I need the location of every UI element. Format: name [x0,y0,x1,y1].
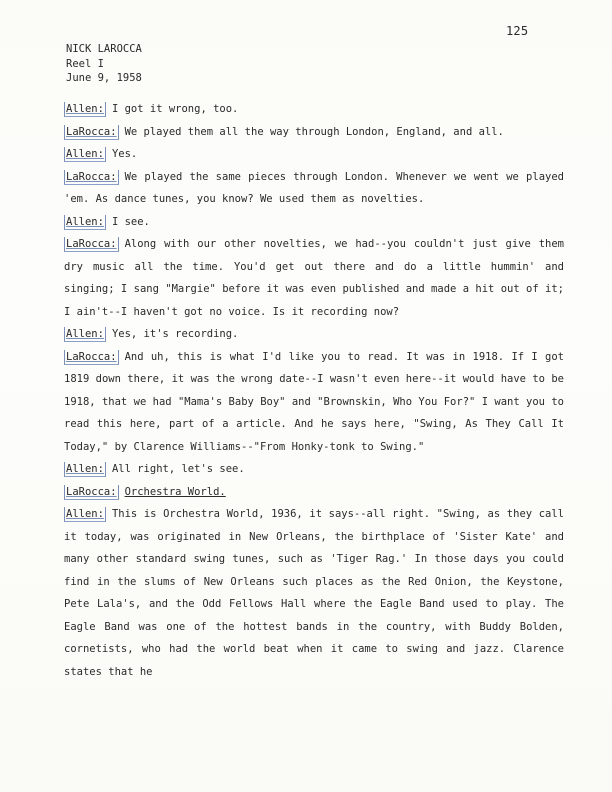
entry-text: This is Orchestra World, 1936, it says--all right. "Swing, as they call it today, was originated in New Orleans, the birthplace of 'Sister Kate' and many other standard swing tunes, such as 'Tiger Rag.' In those days you could find in the slums of New Orleans such places as the Red Onion, the Keystone, Pete Lala's, and the Odd Fellows Hall where the Eagle Band used to play. The Eagle Band was one of the hottest bands in the country, with Buddy Bolden, cornetists, who had the world beat when it came to swing and jazz. Clarence states that he [64,508,564,678]
transcript-entry [64,211,564,234]
entry-text: Along with our other novelties, we had--you couldn't just give them dry music all the time. You'd get out there and do a little hummin' and singing; I sang "Margie" before it was even published and made a hit out of it; I ain't--I haven't got no voice. Is it recording now? [64,238,564,318]
interviewee-name: NICK LAROCCA [66,43,142,55]
entry-text: All right, let's see. [111,463,245,475]
speaker-label: LaRocca: [66,485,117,498]
transcript-entry [64,346,564,459]
transcript-entry [64,121,564,144]
entry-text: Orchestra World. [124,485,226,498]
entry-text: Yes. [111,148,138,160]
transcript-entry [64,166,564,211]
interview-date: June 9, 1958 [66,72,142,84]
entry-text: And uh, this is what I'd like you to read. It was in 1918. If I got 1819 down there, it was the wrong date--I wasn't even here--it would have to be 1918, that we had "Mama's Baby Boy" and "Brownskin, Who You For?" I want you to read this here, part of a article. And he says here, "Swing, As They Call It Today," by Clarence Williams--"From Honky-tonk to Swing." [64,350,564,453]
page-number: 125 [506,24,529,38]
speaker-label: Allen: [66,103,104,115]
entry-text: I see. [111,215,150,228]
speaker-label: Allen: [66,508,104,520]
speaker-label: LaRocca: [66,170,117,183]
speaker-label: LaRocca: [66,125,117,138]
transcript-entry [64,458,564,481]
entry-text: We played them all the way through London, England, and all. [124,125,504,138]
transcript-entry [64,98,564,121]
document-header [66,42,142,86]
speaker-label: Allen: [66,463,104,475]
transcript-entry [64,233,564,323]
speaker-label: Allen: [66,215,104,228]
transcript-entry [64,481,564,504]
transcript-entry [64,323,564,346]
speaker-label: LaRocca: [66,238,117,250]
entry-text: Yes, it's recording. [111,328,239,340]
speaker-label: Allen: [66,148,104,160]
transcript-body [64,98,564,683]
reel-label: Reel I [66,57,104,70]
speaker-label: LaRocca: [66,350,117,363]
entry-text: I got it wrong, too. [111,103,239,115]
transcript-entry [64,143,564,166]
entry-text: We played the same pieces through London. Whenever we went we played 'em. As dance tunes, you know? We used them as novelties. [64,170,564,205]
speaker-label: Allen: [66,328,104,340]
transcript-entry [64,503,564,683]
